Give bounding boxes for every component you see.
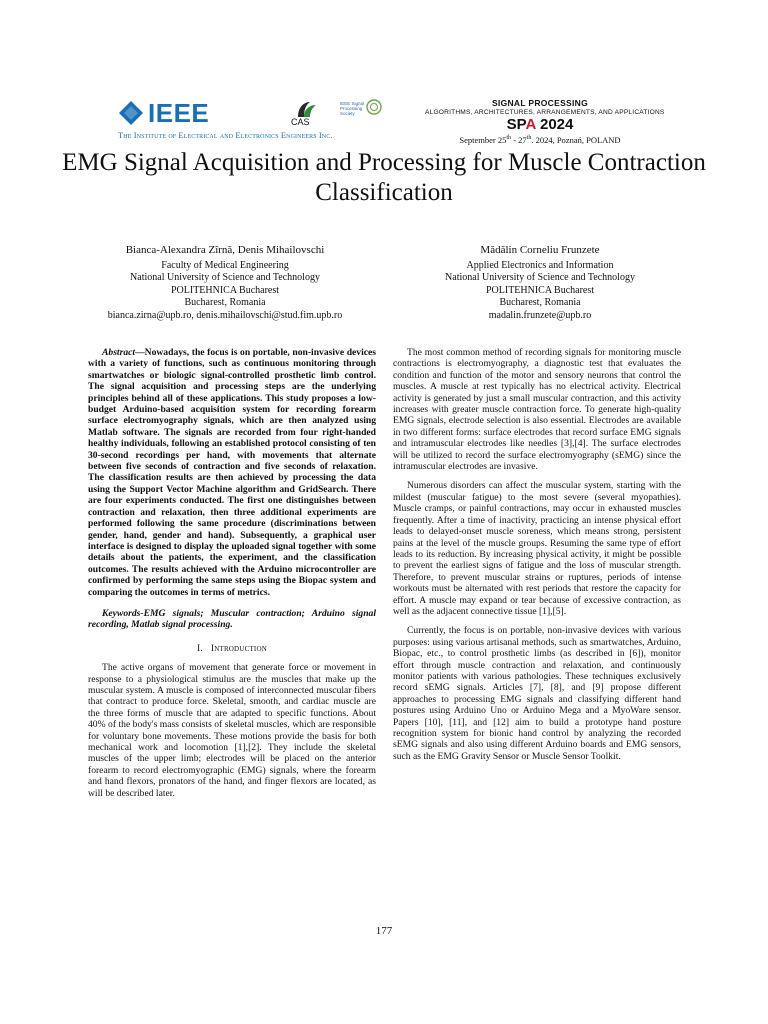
conference-date: September 25th - 27th. 2024, Poznań, POLAND (459, 134, 621, 145)
cas-label: CAS (291, 117, 310, 127)
page-number: 177 (375, 925, 393, 937)
affiliation-line: Applied Electronics and Information (466, 260, 614, 271)
sps-circle-icon (366, 99, 382, 115)
right-column (393, 347, 681, 762)
section-heading-introduction: I. Introduction (197, 642, 267, 654)
affiliation-line: POLITEHNICA Bucharest (485, 284, 595, 296)
author-block-1 (80, 243, 370, 322)
cas-emblem-icon (290, 99, 322, 119)
author-block-2 (395, 243, 685, 322)
sps-logo (340, 99, 382, 129)
body-paragraph: The most common method of recording signals for monitoring muscle contractions is electromyography, a diagnostic test that evaluates the condition and function of the motor and sensory neurons that control the muscles. A muscle at rest typically has no electrical activity. Electrical activity is generated by just a small muscular contraction, and this activity increases with greater muscle contraction force. To generate high-quality EMG signals, electrode selection is also essential. Electrodes are available in two different forms: surface electrodes that record surface EMG signals and intramuscular electrodes like needles [3],[4]. The surface electrodes will be utilized to record the surface electromyography (sEMG) since the intramuscular electrodes are invasive. (393, 347, 681, 473)
spa-a: A (525, 116, 536, 133)
paper-title: EMG Signal Acquisition and Processing for Muscle Contraction Classification (62, 149, 706, 206)
author-names-2: Mădălin Corneliu Frunzete (480, 244, 600, 256)
left-column (88, 347, 376, 799)
spa-acronym (425, 117, 655, 133)
author-email[interactable]: bianca.zirna@upb.ro, denis.mihailovschi@stud.fim.upb.ro (107, 309, 343, 321)
ieee-tagline: The Institute of Electrical and Electronics Engineers Inc. (118, 130, 333, 140)
affiliation-line: Faculty of Medical Engineering (161, 260, 289, 271)
affiliation-line: POLITEHNICA Bucharest (170, 284, 280, 296)
body-paragraph: The active organs of movement that generate force or movement in response to a physiological stimulus are the muscles that make up the muscular system. A muscle is composed of interconnected muscular fibers that contract to produce force. Skeletal, smooth, and cardiac muscle are the three forms of muscle that are adapted to specific functions. About 40% of the body's mass consists of skeletal muscles, which are responsible for voluntary bone movements. These motions provide the basis for both mechanical work and locomotion [1],[2]. They include the skeletal muscles of the upper limb; electrodes will be placed on the anterior forearm to record electromyographic (EMG) signals, where the forearm and hand flexors, pronators of the hand, and finger flexors are located, as will be described later. (88, 662, 376, 799)
abstract-lead: Abstract (102, 347, 136, 358)
abstract-text: —Nowadays, the focus is on portable, non-invasive devices with a variety of functions, such as continuous monitoring through smartwatches or biologic signal-controlled prosthetic limb control. The signal acquisition and processing steps are the underlying principles behind all of these applications. This study proposes a low-budget Arduino-based acquisition system for recording forearm surface electromyography signals, which are then analyzed using Matlab software. The signals are recorded from four right-handed healthy individuals, following an established protocol consisting of ten 30-second recordings per hand, with movements that alternate between five seconds of contraction and five seconds of relaxation. The classification results are then achieved by processing the data using the Support Vector Machine algorithm and GridSearch. There are four experiments conducted. The first one distinguishes between contraction and relaxation, then three additional experiments are performed following the same procedure (discriminations between gender, hand, gender and hand). Subsequently, a graphical user interface is designed to display the uploaded signal together with some details about the patients, the experiment, and the classification outcomes. The results achieved with the Arduino microcontroller are confirmed by performing the same steps using the Biopac system and comparing the outcomes in terms of metrics. (88, 347, 376, 598)
sps-label: IEEE Signal Processing Society (340, 101, 365, 116)
spa-year: 2024 (535, 116, 574, 133)
ieee-logo (118, 100, 208, 126)
author-names-1: Bianca-Alexandra Zîrnă, Denis Mihailovschi (125, 244, 325, 256)
ieee-wordmark: IEEE (148, 98, 210, 128)
affiliation-line: Bucharest, Romania (499, 297, 581, 309)
spa-sp: SP (506, 116, 526, 133)
ieee-diamond-icon (118, 100, 144, 126)
cas-logo (290, 99, 322, 129)
spa-line1: SIGNAL PROCESSING (491, 98, 589, 108)
author-email[interactable]: madalin.frunzete@upb.ro (488, 309, 592, 321)
spa-line2: ALGORITHMS, ARCHITECTURES, ARRANGEMENTS, AND APPLICATIONS (425, 109, 665, 116)
abstract (88, 347, 376, 598)
affiliation-line: Bucharest, Romania (184, 297, 266, 309)
keywords: Keywords-EMG signals; Muscular contraction; Arduino signal recording, Matlab signal processing. (88, 607, 376, 631)
body-paragraph: Numerous disorders can affect the muscular system, starting with the mildest (muscular fatigue) to the most severe (several myopathies). Muscle cramps, or painful contractions, may occur in exhausted muscles frequently. After a time of inactivity, practicing an intense physical effort leads to delayed-onset muscle soreness, which means strong, persistent pains at the level of the muscle groups. Resuming the same type of effort leads to its reduction. By increasing physical activity, it might be possible to prevent the earliest signs of fatigue and the loss of muscular strength. Therefore, to prevent muscular strains or ruptures, periods of intense workouts must be alternated with rest periods that restore the capacity for effort. A muscle may expand or tear because of excessive contraction, as well as the adjacent connective tissue [1],[5]. (393, 480, 681, 617)
affiliation-line: National University of Science and Technology (445, 272, 635, 284)
body-paragraph: Currently, the focus is on portable, non-invasive devices with various purposes: using various artisanal methods, such as smartwatches, Arduino, Biopac, etc., to control prosthetic limbs (as described in [6]), monitor effort through muscle contraction and relaxation, and continuously monitor patients with various pathologies. These techniques exclusively record sEMG signals. Articles [7], [8], and [9] propose different approaches to processing EMG signals and classifying different hand postures using Arduino Uno or Arduino Mega and a MyoWare sensor. Papers [10], [11], and [12] aim to build a prototype hand posture recognition system for bionic hand control by analyzing the recorded sEMG signals and also using different Arduino boards and EMG sensors, such as the EMG Gravity Sensor or Muscle Sensor Toolkit. (393, 625, 681, 762)
affiliation-line: National University of Science and Technology (130, 272, 320, 284)
spa-conference-block (425, 98, 665, 146)
